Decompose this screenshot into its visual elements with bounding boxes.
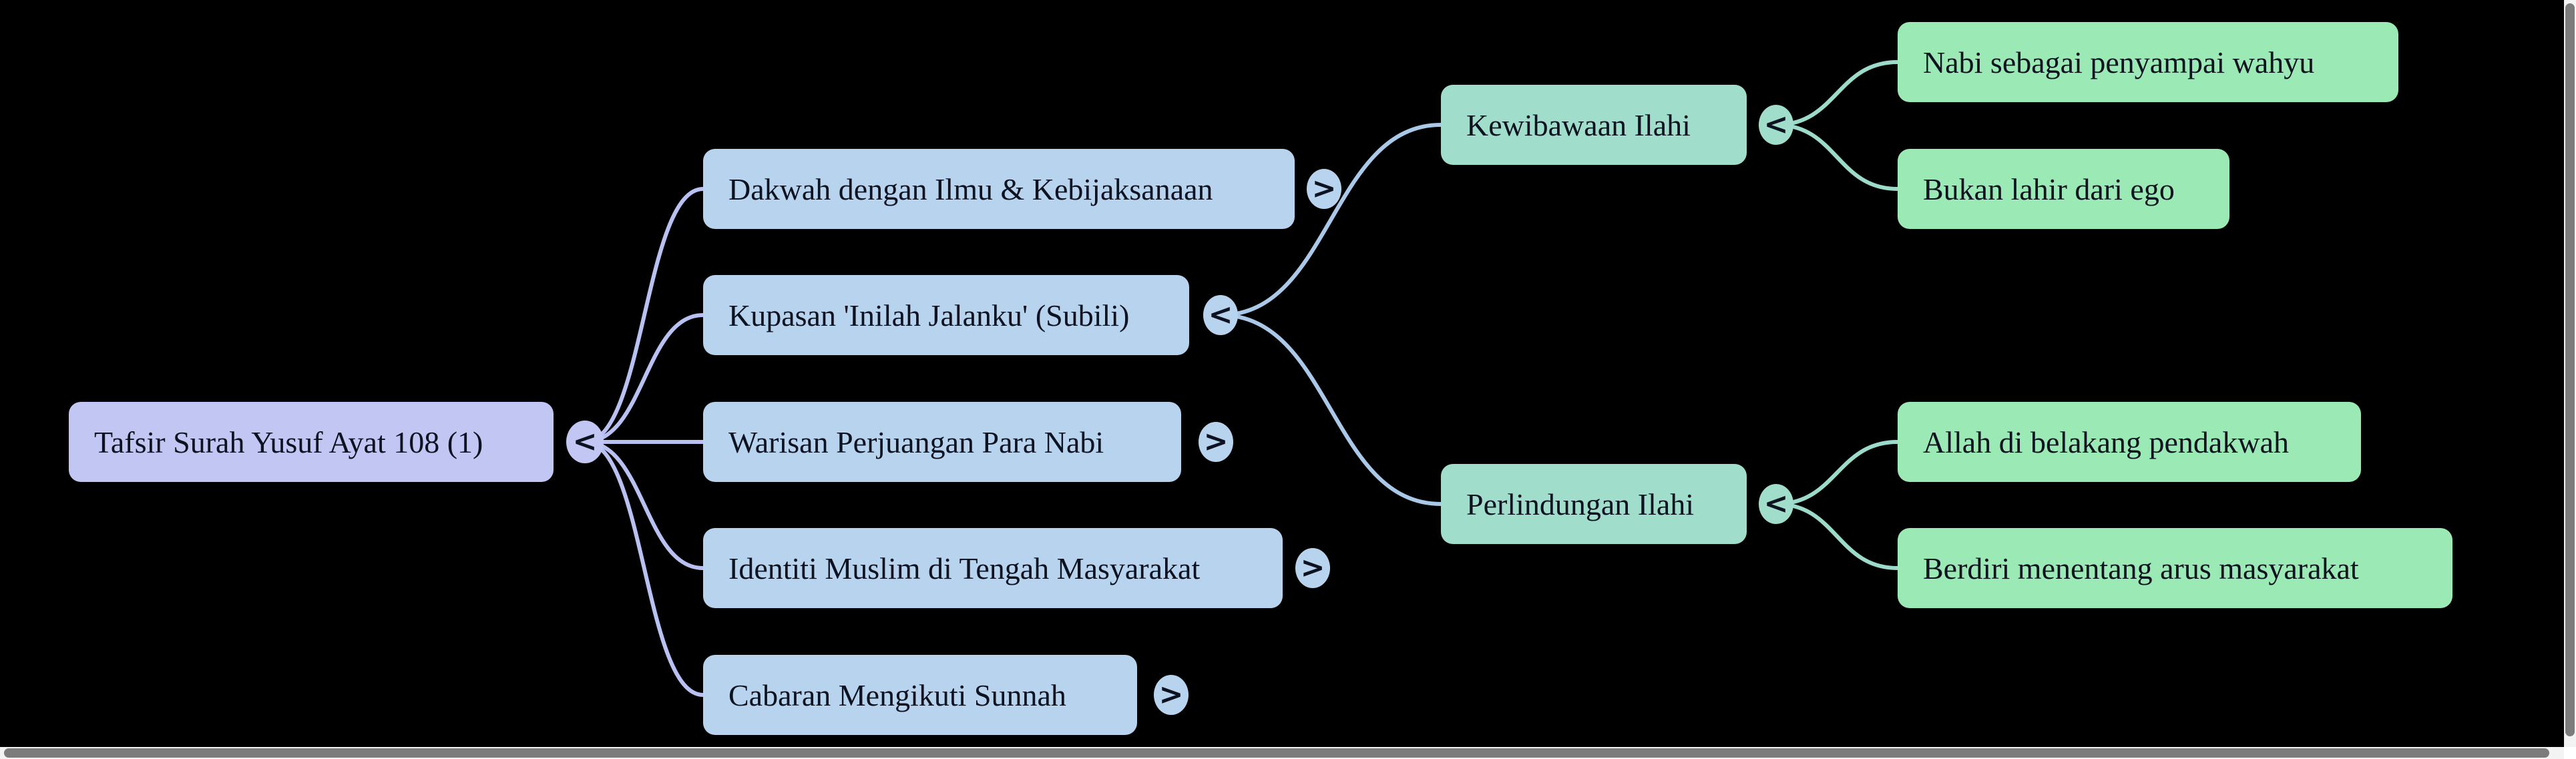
node-bukan-ego[interactable]	[1898, 149, 2229, 229]
link-kupasan-perlindungan	[1221, 315, 1441, 504]
collapse-toggle-kewibawaan[interactable]: <	[1759, 105, 1793, 145]
node-root[interactable]	[69, 402, 554, 482]
node-berdiri-arus[interactable]	[1898, 528, 2452, 608]
link-root-cabaran	[585, 442, 703, 695]
collapse-toggle-perlindungan[interactable]: <	[1759, 484, 1793, 524]
node-kewibawaan[interactable]	[1441, 85, 1747, 165]
node-cabaran[interactable]	[703, 655, 1137, 735]
horizontal-scrollbar-thumb[interactable]	[4, 748, 2549, 758]
scrollbar-corner	[2564, 747, 2576, 759]
horizontal-scrollbar-track[interactable]	[0, 747, 2564, 759]
link-kewibawaan-bukan	[1776, 125, 1898, 189]
link-root-identiti	[585, 442, 703, 568]
collapse-toggle-kupasan[interactable]: <	[1203, 295, 1238, 335]
node-dakwah-label: Dakwah dengan Ilmu & Kebijaksanaan	[728, 172, 1213, 206]
expand-toggle-dakwah[interactable]: >	[1307, 169, 1341, 209]
link-perlindungan-allah	[1776, 442, 1898, 504]
link-perlindungan-berdiri	[1776, 504, 1898, 568]
node-cabaran-label: Cabaran Mengikuti Sunnah	[728, 678, 1066, 712]
node-nabi-penyampai-label: Nabi sebagai penyampai wahyu	[1923, 45, 2315, 79]
node-allah-pendakwah-label: Allah di belakang pendakwah	[1923, 425, 2289, 459]
link-root-kupasan	[585, 315, 703, 442]
node-perlindungan[interactable]	[1441, 464, 1747, 544]
node-identiti[interactable]	[703, 528, 1283, 608]
link-kewibawaan-nabi	[1776, 62, 1898, 125]
expand-toggle-warisan[interactable]: >	[1199, 422, 1233, 462]
collapse-toggle-root[interactable]: <	[566, 421, 604, 463]
node-kupasan[interactable]	[703, 275, 1189, 355]
node-nabi-penyampai[interactable]	[1898, 22, 2398, 102]
node-kewibawaan-label: Kewibawaan Ilahi	[1466, 107, 1691, 142]
vertical-scrollbar-track[interactable]	[2564, 0, 2576, 759]
node-root-label: Tafsir Surah Yusuf Ayat 108 (1)	[94, 425, 483, 459]
expand-toggle-cabaran[interactable]: >	[1154, 675, 1189, 715]
node-allah-pendakwah[interactable]	[1898, 402, 2361, 482]
expand-toggle-identiti[interactable]: >	[1295, 548, 1330, 588]
node-bukan-ego-label: Bukan lahir dari ego	[1923, 172, 2175, 206]
link-root-dakwah	[585, 189, 703, 442]
node-perlindungan-label: Perlindungan Ilahi	[1466, 487, 1695, 521]
vertical-scrollbar-thumb[interactable]	[2565, 3, 2575, 736]
node-warisan-label: Warisan Perjuangan Para Nabi	[728, 425, 1104, 459]
node-kupasan-label: Kupasan 'Inilah Jalanku' (Subili)	[728, 298, 1130, 332]
node-berdiri-arus-label: Berdiri menentang arus masyarakat	[1923, 551, 2359, 585]
node-dakwah[interactable]	[703, 149, 1295, 229]
node-identiti-label: Identiti Muslim di Tengah Masyarakat	[728, 551, 1201, 585]
node-warisan[interactable]	[703, 402, 1181, 482]
